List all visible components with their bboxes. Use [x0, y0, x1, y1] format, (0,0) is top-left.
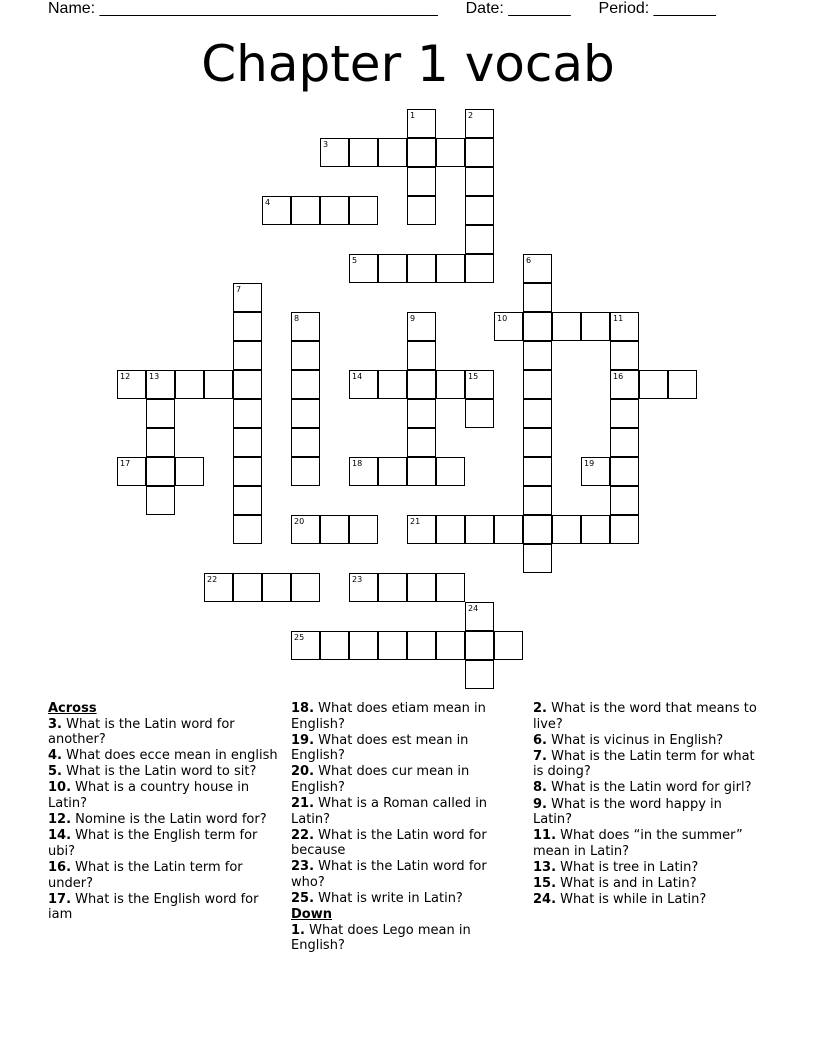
clue-text: What is the English word for iam	[48, 891, 259, 923]
name-field[interactable]: Name: ______________________________________	[48, 0, 438, 17]
crossword-cell[interactable]	[233, 428, 262, 457]
across-clue	[291, 733, 513, 764]
crossword-cell[interactable]	[407, 341, 436, 370]
clue-number: 12.	[48, 812, 72, 828]
crossword-cell[interactable]	[465, 399, 494, 428]
crossword-cell[interactable]	[523, 399, 552, 428]
crossword-cell[interactable]	[494, 631, 523, 660]
clue-number: 5.	[48, 764, 62, 780]
cell-number: 3	[323, 140, 329, 149]
crossword-cell[interactable]	[233, 341, 262, 370]
clue-number: 7.	[533, 748, 547, 764]
clues-column-3	[533, 701, 765, 908]
across-clue	[291, 859, 513, 890]
date-field[interactable]: Date: _______	[465, 0, 571, 17]
across-clue	[48, 764, 280, 780]
crossword-cell[interactable]	[291, 515, 320, 544]
cell-number: 6	[526, 256, 532, 265]
crossword-cell[interactable]	[320, 515, 349, 544]
crossword-cell[interactable]	[610, 486, 639, 515]
crossword-cell[interactable]	[436, 515, 465, 544]
cell-number: 24	[468, 604, 479, 613]
clue-number: 1.	[291, 922, 305, 938]
crossword-cell[interactable]	[407, 254, 436, 283]
crossword-cell[interactable]	[494, 515, 523, 544]
crossword-cell[interactable]	[407, 428, 436, 457]
crossword-cell[interactable]	[378, 254, 407, 283]
crossword-cell[interactable]	[349, 196, 378, 225]
clue-text: What is the English term for ubi?	[48, 828, 258, 859]
clue-text: What does ecce mean in english	[66, 748, 278, 764]
crossword-cell[interactable]	[349, 457, 378, 486]
clue-text: What is vicinus in English?	[551, 732, 724, 748]
cell-number: 1	[410, 111, 416, 120]
cell-number: 22	[207, 575, 218, 584]
clue-text: What is the word that means to live?	[533, 701, 757, 732]
clue-number: 9.	[533, 796, 547, 812]
clue-text: What is the Latin word for who?	[291, 859, 487, 891]
clue-number: 19.	[291, 732, 315, 748]
clue-number: 21.	[291, 796, 315, 812]
crossword-cell[interactable]	[668, 370, 697, 399]
crossword-cell[interactable]	[233, 486, 262, 515]
crossword-cell[interactable]	[349, 515, 378, 544]
clue-text: What is a country house in Latin?	[48, 780, 250, 812]
crossword-cell[interactable]	[610, 515, 639, 544]
clue-number: 6.	[533, 732, 547, 748]
crossword-cell[interactable]	[610, 312, 639, 341]
crossword-cell[interactable]	[465, 167, 494, 196]
crossword-cell[interactable]	[407, 457, 436, 486]
crossword-cell[interactable]	[523, 515, 552, 544]
across-clue	[291, 701, 513, 732]
cell-number: 7	[236, 285, 242, 294]
clue-number: 13.	[533, 859, 557, 875]
crossword-cell[interactable]	[465, 138, 494, 167]
clue-text: What is a Roman called in Latin?	[291, 796, 488, 827]
crossword-cell[interactable]	[436, 370, 465, 399]
crossword-cell[interactable]	[291, 196, 320, 225]
crossword-cell[interactable]	[639, 370, 668, 399]
crossword-cell[interactable]	[378, 573, 407, 602]
crossword-cell[interactable]	[233, 457, 262, 486]
clue-text: What does est mean in English?	[291, 732, 469, 764]
down-clue	[533, 780, 765, 796]
crossword-cell[interactable]	[117, 457, 146, 486]
clue-number: 25.	[291, 891, 315, 907]
clue-text: What is the word happy in Latin?	[533, 796, 722, 828]
clue-number: 23.	[291, 859, 315, 875]
crossword-cell[interactable]	[233, 283, 262, 312]
across-clue	[48, 717, 280, 748]
crossword-cell[interactable]	[146, 399, 175, 428]
crossword-cell[interactable]	[465, 660, 494, 689]
clue-text: What is the Latin word for girl?	[551, 780, 752, 796]
down-clue	[533, 876, 765, 892]
crossword-cell[interactable]	[465, 109, 494, 138]
clue-text: What does cur mean in English?	[291, 764, 470, 795]
crossword-cell[interactable]	[233, 573, 262, 602]
cell-number: 15	[468, 372, 479, 381]
cell-number: 20	[294, 517, 305, 526]
across-clue	[291, 764, 513, 795]
down-clue	[533, 797, 765, 828]
cell-number: 8	[294, 314, 300, 323]
crossword-cell[interactable]	[233, 515, 262, 544]
crossword-cell[interactable]	[523, 544, 552, 573]
down-clue	[533, 828, 765, 859]
clues-column-1	[48, 701, 280, 923]
crossword-cell[interactable]	[465, 196, 494, 225]
clue-number: 22.	[291, 827, 315, 843]
crossword-cell[interactable]	[407, 631, 436, 660]
clues-column-2	[291, 701, 513, 955]
crossword-cell[interactable]	[523, 283, 552, 312]
clue-text: What is the Latin word for another?	[48, 716, 235, 748]
down-clue	[533, 892, 765, 908]
crossword-cell[interactable]	[436, 631, 465, 660]
crossword-cell[interactable]	[349, 254, 378, 283]
crossword-cell[interactable]	[378, 457, 407, 486]
crossword-cell[interactable]	[494, 312, 523, 341]
clue-text: What is the Latin word to sit?	[66, 764, 257, 780]
crossword-cell[interactable]	[175, 370, 204, 399]
crossword-cell[interactable]	[523, 486, 552, 515]
crossword-cell[interactable]	[610, 370, 639, 399]
crossword-cell[interactable]	[465, 631, 494, 660]
crossword-cell[interactable]	[262, 573, 291, 602]
clue-number: 18.	[291, 701, 315, 716]
crossword-cell[interactable]	[320, 631, 349, 660]
across-clue	[48, 892, 280, 923]
crossword-cell[interactable]	[523, 457, 552, 486]
period-field[interactable]: Period: _______	[598, 0, 716, 17]
clue-text: Nomine is the Latin word for?	[75, 812, 267, 828]
cell-number: 18	[352, 459, 363, 468]
crossword-cell[interactable]	[349, 370, 378, 399]
cell-number: 17	[120, 459, 131, 468]
clue-text: What is write in Latin?	[318, 891, 463, 907]
cell-number: 14	[352, 372, 363, 381]
crossword-cell[interactable]	[523, 312, 552, 341]
down-clue	[533, 749, 765, 780]
crossword-cell[interactable]	[465, 515, 494, 544]
cell-number: 21	[410, 517, 421, 526]
crossword-cell[interactable]	[146, 370, 175, 399]
crossword-cell[interactable]	[291, 428, 320, 457]
clue-text: What is the Latin term for under?	[48, 859, 243, 891]
across-clue	[291, 891, 513, 907]
clue-number: 8.	[533, 780, 547, 796]
clue-number: 16.	[48, 859, 72, 875]
crossword-cell[interactable]	[349, 573, 378, 602]
crossword-cell[interactable]	[610, 341, 639, 370]
cell-number: 10	[497, 314, 508, 323]
crossword-cell[interactable]	[465, 370, 494, 399]
crossword-cell[interactable]	[581, 457, 610, 486]
crossword-cell[interactable]	[523, 254, 552, 283]
down-heading: Down	[291, 907, 332, 923]
clue-text: What is while in Latin?	[560, 892, 707, 908]
clue-number: 15.	[533, 876, 557, 892]
crossword-cell[interactable]	[146, 457, 175, 486]
clue-text: What does etiam mean in English?	[291, 701, 486, 732]
across-clue	[48, 812, 280, 828]
cell-number: 16	[613, 372, 624, 381]
crossword-cell[interactable]	[465, 225, 494, 254]
crossword-cell[interactable]	[291, 631, 320, 660]
clue-number: 17.	[48, 891, 72, 907]
clue-number: 20.	[291, 764, 315, 780]
cell-number: 13	[149, 372, 160, 381]
down-clue	[533, 860, 765, 876]
crossword-cell[interactable]	[407, 370, 436, 399]
crossword-cell[interactable]	[610, 457, 639, 486]
cell-number: 5	[352, 256, 358, 265]
clue-text: What is the Latin term for what is doing?	[533, 748, 755, 780]
cell-number: 12	[120, 372, 131, 381]
clue-text: What is the Latin word for because	[291, 827, 487, 859]
cell-number: 19	[584, 459, 595, 468]
crossword-cell[interactable]	[407, 138, 436, 167]
crossword-cell[interactable]	[407, 196, 436, 225]
clue-number: 2.	[533, 701, 547, 716]
crossword-cell[interactable]	[610, 399, 639, 428]
crossword-cell[interactable]	[523, 428, 552, 457]
clue-text: What does “in the summer” mean in Latin?	[533, 828, 743, 859]
crossword-cell[interactable]	[291, 399, 320, 428]
crossword-cell[interactable]	[378, 631, 407, 660]
crossword-cell[interactable]	[233, 370, 262, 399]
clue-text: What is tree in Latin?	[560, 859, 699, 875]
crossword-cell[interactable]	[349, 138, 378, 167]
down-clue	[533, 733, 765, 749]
down-clue	[533, 701, 765, 732]
crossword-cell[interactable]	[552, 312, 581, 341]
crossword-cell[interactable]	[320, 138, 349, 167]
crossword-cell[interactable]	[581, 515, 610, 544]
clue-number: 3.	[48, 716, 62, 732]
across-clue	[48, 780, 280, 811]
crossword-cell[interactable]	[407, 312, 436, 341]
crossword-cell[interactable]	[407, 515, 436, 544]
crossword-cell[interactable]	[146, 428, 175, 457]
clue-number: 24.	[533, 892, 557, 908]
across-clue	[48, 860, 280, 891]
crossword-cell[interactable]	[233, 399, 262, 428]
down-clue	[291, 923, 513, 954]
crossword-cell[interactable]	[378, 138, 407, 167]
crossword-cell[interactable]	[523, 341, 552, 370]
crossword-cell[interactable]	[291, 370, 320, 399]
crossword-cell[interactable]	[204, 573, 233, 602]
across-clue	[48, 828, 280, 859]
crossword-cell[interactable]	[320, 196, 349, 225]
crossword-cell[interactable]	[349, 631, 378, 660]
page-title: Chapter 1 vocab	[201, 35, 615, 93]
crossword-cell[interactable]	[291, 573, 320, 602]
crossword-cell[interactable]	[436, 573, 465, 602]
crossword-cell[interactable]	[523, 370, 552, 399]
cell-number: 4	[265, 198, 271, 207]
across-heading: Across	[48, 701, 97, 716]
cell-number: 2	[468, 111, 474, 120]
crossword-cell[interactable]	[552, 515, 581, 544]
crossword-cell[interactable]	[407, 399, 436, 428]
clue-number: 4.	[48, 748, 62, 764]
crossword-cell[interactable]	[407, 573, 436, 602]
crossword-cell[interactable]	[291, 312, 320, 341]
clue-number: 14.	[48, 828, 72, 844]
crossword-cell[interactable]	[233, 312, 262, 341]
cell-number: 9	[410, 314, 416, 323]
crossword-cell[interactable]	[175, 457, 204, 486]
crossword-cell[interactable]	[291, 341, 320, 370]
cell-number: 25	[294, 633, 305, 642]
crossword-cell[interactable]	[436, 138, 465, 167]
crossword-cell[interactable]	[146, 486, 175, 515]
cell-number: 11	[613, 314, 624, 323]
crossword-cell[interactable]	[465, 602, 494, 631]
crossword-cell[interactable]	[291, 457, 320, 486]
clue-text: What does Lego mean in English?	[291, 922, 471, 954]
crossword-cell[interactable]	[465, 254, 494, 283]
cell-number: 23	[352, 575, 363, 584]
crossword-cell[interactable]	[436, 254, 465, 283]
crossword-cell[interactable]	[204, 370, 233, 399]
crossword-cell[interactable]	[407, 167, 436, 196]
crossword-cell[interactable]	[378, 370, 407, 399]
clue-number: 11.	[533, 828, 557, 844]
across-clue	[48, 748, 280, 764]
crossword-cell[interactable]	[407, 109, 436, 138]
crossword-cell[interactable]	[436, 457, 465, 486]
crossword-cell[interactable]	[262, 196, 291, 225]
clue-number: 10.	[48, 780, 72, 796]
crossword-cell[interactable]	[581, 312, 610, 341]
across-clue	[291, 828, 513, 859]
clue-text: What is and in Latin?	[560, 876, 697, 892]
across-clue	[291, 796, 513, 827]
crossword-cell[interactable]	[117, 370, 146, 399]
crossword-cell[interactable]	[610, 428, 639, 457]
